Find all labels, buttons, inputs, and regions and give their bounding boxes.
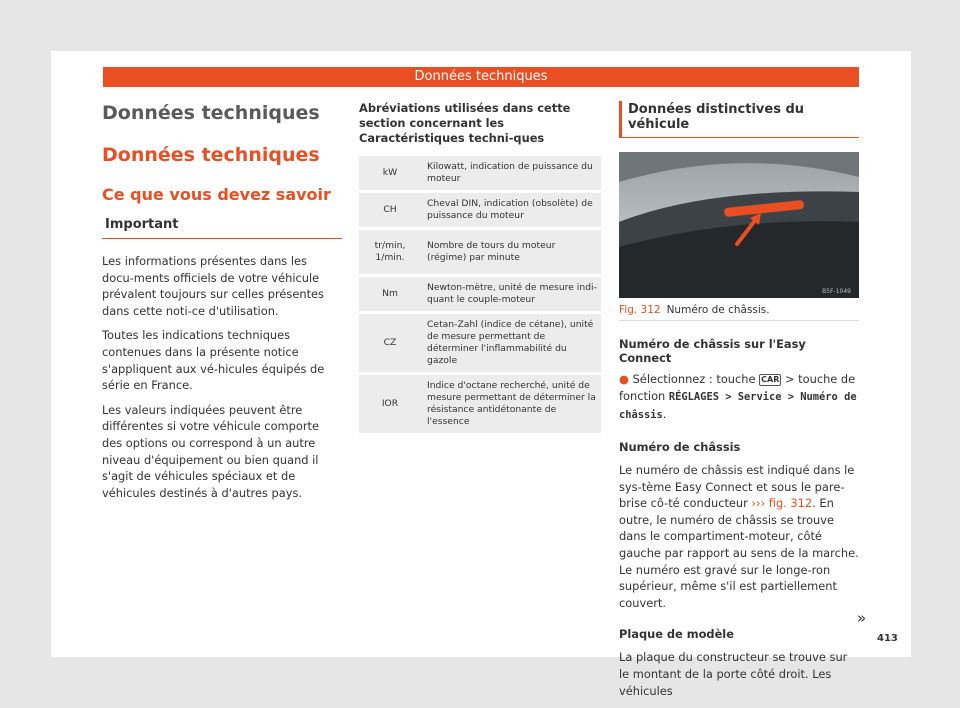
section-title: Données techniques bbox=[102, 144, 320, 166]
paragraph-text: . En outre, le numéro de châssis se trouve dans le compartiment-moteur, côté gauche par rapport au sens de la marche. Le numéro est gravé sur le longe-ron supérieur, même s'il est partiellement couvert. bbox=[619, 496, 859, 610]
menu-path: RÉGLAGES > Service > Numéro de châssis bbox=[619, 391, 857, 421]
column-right bbox=[619, 101, 859, 699]
abbreviations-table bbox=[359, 156, 601, 433]
figure-link[interactable]: fig. 312 bbox=[768, 496, 813, 511]
list-item bbox=[619, 371, 859, 424]
instruction-text: > touche de fonction bbox=[619, 372, 856, 403]
subsection-title: Ce que vous devez savoir bbox=[102, 185, 331, 204]
abbr-definition: Indice d'octane recherché, unité de mesure permettant de déterminer la résistance antidétonante de l'essence bbox=[427, 380, 596, 427]
abbr-definition: Nombre de tours du moteur (régime) par minute bbox=[427, 240, 556, 263]
cross-ref-arrow[interactable]: ››› bbox=[751, 496, 766, 511]
paragraph: Toutes les indications techniques contenues dans la présente notice s'appliquent aux vé-hicules équipés de série en France. bbox=[102, 328, 325, 393]
abbr-key: IOR bbox=[381, 398, 399, 409]
punctuation: . bbox=[662, 407, 667, 421]
car-key-icon: CAR bbox=[761, 375, 780, 384]
abbr-key: tr/min, 1/min. bbox=[374, 240, 406, 263]
paragraph-text: Le numéro de châssis est indiqué dans le sys-tème Easy Connect et sous le pare-brise cô-té conducteur bbox=[619, 463, 855, 511]
figure-code: B5F-1049 bbox=[822, 288, 851, 295]
figure-number: Fig. 312 bbox=[619, 304, 661, 316]
running-header: Données techniques bbox=[103, 67, 859, 87]
abbr-definition: Newton-mètre, unité de mesure indi-quant le couple-moteur bbox=[427, 282, 597, 305]
abbr-definition: Cetan-Zahl (indice de cétane), unité de mesure permettant de déterminer l'inflammabilité du gazole bbox=[427, 319, 594, 366]
chassis-number-figure bbox=[619, 152, 859, 298]
table-row bbox=[359, 277, 601, 311]
paragraph bbox=[619, 462, 859, 611]
column-middle bbox=[359, 101, 601, 436]
important-heading: Important bbox=[102, 217, 342, 239]
subheading-chassis-number: Numéro de châssis bbox=[619, 440, 741, 454]
abbr-key: Nm bbox=[382, 288, 398, 299]
page-number: 413 bbox=[877, 633, 898, 644]
paragraph: Les valeurs indiquées peuvent être différentes si votre véhicule comporte des options ou correspond à un autre niveau d'équipement ou bien quand il s'agit de véhicules spéciaux et de véhicules destinés à d'autres pays. bbox=[102, 402, 319, 500]
windshield-illustration bbox=[619, 152, 859, 298]
table-row bbox=[359, 230, 601, 274]
abbr-key: CZ bbox=[383, 337, 397, 348]
page bbox=[51, 51, 911, 698]
abbr-definition: Kilowatt, indication de puissance du moteur bbox=[427, 161, 593, 184]
abbr-definition: Cheval DIN, indication (obsolète) de puissance du moteur bbox=[427, 198, 593, 221]
subheading-easy-connect: Numéro de châssis sur l'Easy Connect bbox=[619, 337, 806, 365]
caption-text: Numéro de châssis. bbox=[666, 304, 770, 316]
paragraph: Les informations présentes dans les docu-ments officiels de votre véhicule prévalent toujours sur celles présentes dans cette noti-ce d'utilisation. bbox=[102, 254, 324, 318]
abbr-key: CH bbox=[383, 204, 397, 215]
column-left bbox=[102, 101, 342, 501]
table-row bbox=[359, 375, 601, 433]
figure-caption bbox=[619, 304, 859, 321]
table-row bbox=[359, 156, 601, 190]
abbr-key: kW bbox=[382, 167, 398, 178]
abbreviations-title: Abréviations utilisées dans cette section concernant les Caractéristiques techni-ques bbox=[359, 101, 571, 145]
continue-marker: » bbox=[857, 609, 867, 627]
table-row bbox=[359, 314, 601, 372]
chapter-title: Données techniques bbox=[102, 102, 320, 124]
instruction-text: Sélectionnez : touche bbox=[632, 372, 756, 386]
bullet-icon: ● bbox=[619, 372, 629, 386]
subheading-model-plate: Plaque de modèle bbox=[619, 627, 734, 642]
table-row bbox=[359, 193, 601, 227]
paragraph: La plaque du constructeur se trouve sur le montant de la porte côté droit. Les véhicules bbox=[619, 650, 848, 698]
vehicle-data-title: Données distinctives du véhicule bbox=[619, 101, 859, 138]
